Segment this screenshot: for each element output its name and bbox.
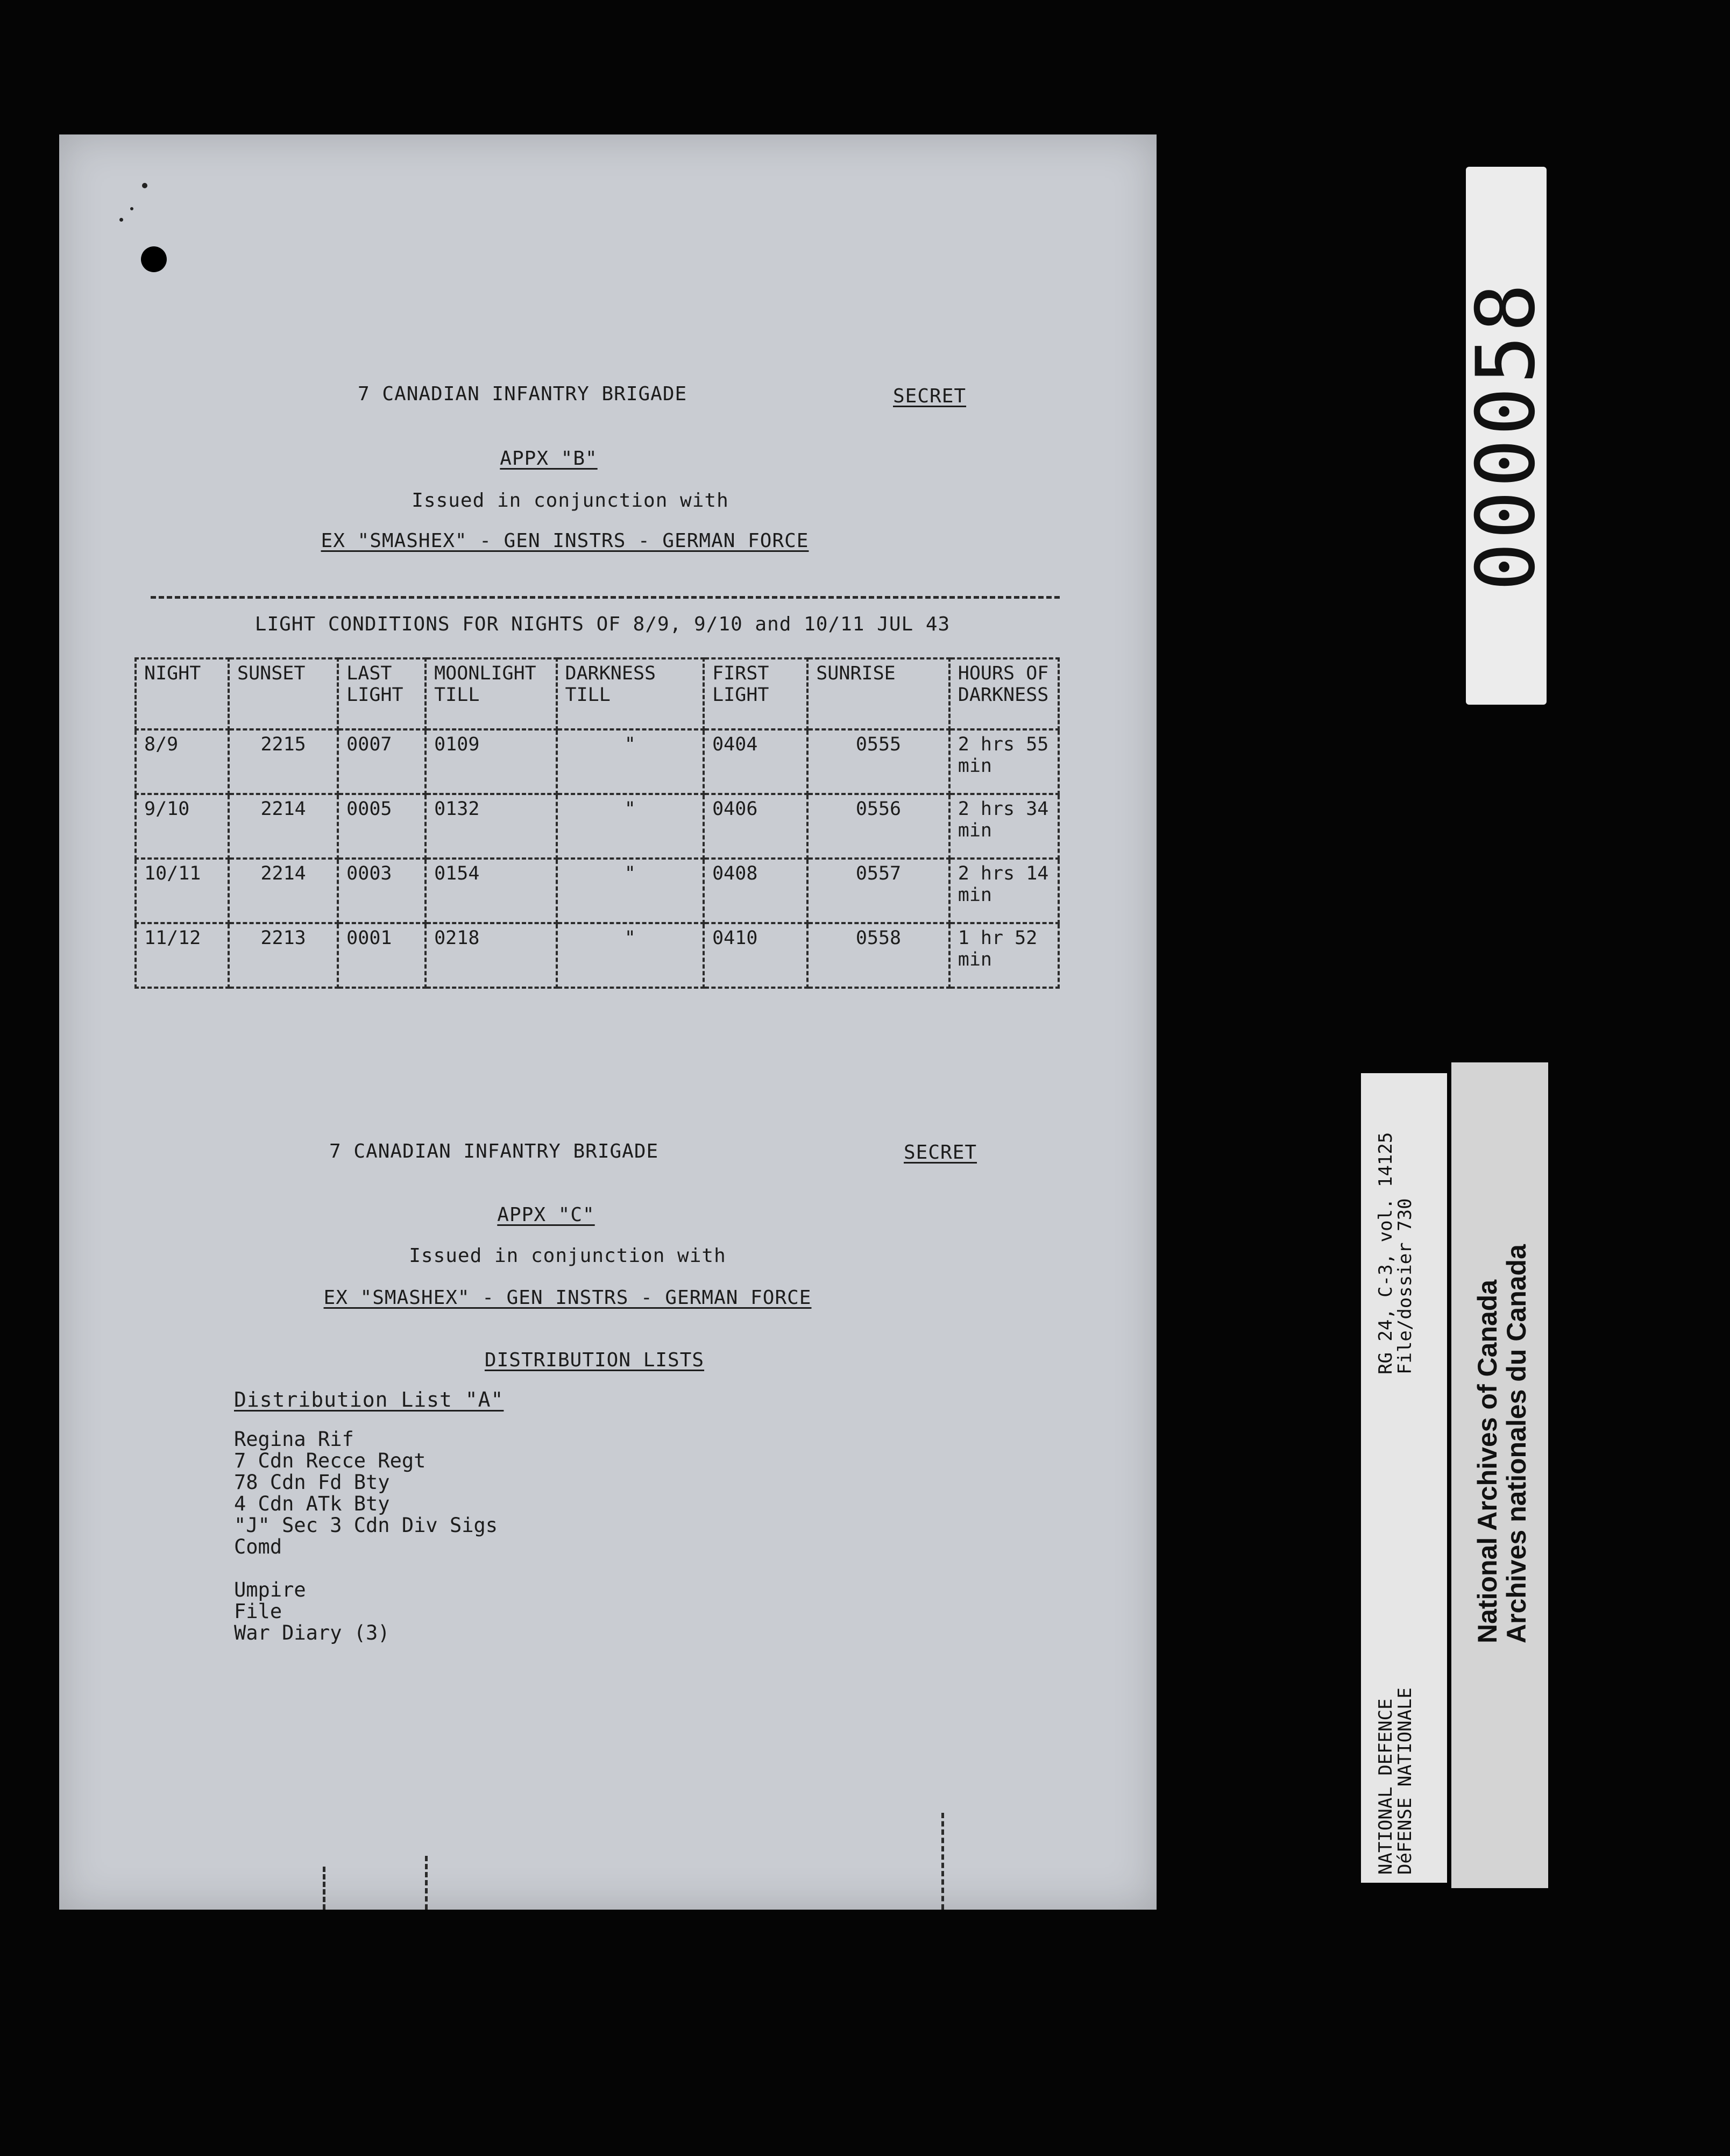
distribution-list-title: Distribution List "A" [234, 1388, 504, 1412]
header-cell: FIRST LIGHT [704, 658, 807, 729]
table-cell: " [557, 729, 704, 794]
table-cell: 0555 [807, 729, 949, 794]
table-cell: 8/9 [136, 729, 229, 794]
light-conditions-table [134, 657, 1060, 989]
appx-b-exercise: EX "SMASHEX" - GEN INSTRS - GERMAN FORCE [321, 530, 809, 552]
table-cell: 2215 [229, 729, 338, 794]
header-cell: DARKNESS TILL [557, 658, 704, 729]
fold-mark [425, 1856, 428, 1910]
table-cell: " [557, 923, 704, 988]
archives-name: National Archives of Canada Archives nationales du Canada [1472, 1244, 1532, 1643]
department-text: NATIONAL DEFENCE DéFENSE NATIONALE [1375, 1687, 1416, 1875]
header-cell: SUNSET [229, 658, 338, 729]
table-cell: 0404 [704, 729, 807, 794]
list-item: Comd [234, 1535, 282, 1558]
table-row [136, 729, 1059, 794]
reference-text: RG 24, C-3, vol. 14125 File/dossier 730 [1375, 1132, 1416, 1374]
list-item: "J" Sec 3 Cdn Div Sigs [234, 1514, 498, 1537]
table-cell: 10/11 [136, 859, 229, 923]
appx-b-classification: SECRET [893, 385, 967, 407]
table-cell: 0132 [426, 794, 556, 859]
table-cell: " [557, 794, 704, 859]
table-cell: 1 hr 52 min [949, 923, 1059, 988]
list-item: Regina Rif [234, 1428, 354, 1451]
table-cell: 0410 [704, 923, 807, 988]
header-cell: LAST LIGHT [338, 658, 426, 729]
table-cell: 2214 [229, 794, 338, 859]
table-cell: 0406 [704, 794, 807, 859]
list-item: War Diary (3) [234, 1621, 390, 1644]
table-cell: 0001 [338, 923, 426, 988]
ink-speck [142, 183, 147, 188]
header-cell: HOURS OF DARKNESS [949, 658, 1059, 729]
table-row [136, 923, 1059, 988]
table-cell: 0154 [426, 859, 556, 923]
table-row [136, 859, 1059, 923]
table-cell: 0218 [426, 923, 556, 988]
table-cell: " [557, 859, 704, 923]
header-cell: MOONLIGHT TILL [426, 658, 556, 729]
header-cell: NIGHT [136, 658, 229, 729]
table-cell: 0408 [704, 859, 807, 923]
appx-c-unit: 7 CANADIAN INFANTRY BRIGADE [329, 1140, 659, 1162]
archives-canada-label [1451, 1062, 1548, 1888]
ink-speck [130, 207, 133, 210]
appx-b-title: APPX "B" [500, 448, 598, 470]
fold-mark [941, 1813, 944, 1910]
frame-number: 000058 [1459, 280, 1553, 591]
list-item: 4 Cdn ATk Bty [234, 1492, 390, 1515]
table-cell: 2213 [229, 923, 338, 988]
table-cell: 0557 [807, 859, 949, 923]
separator-line [151, 596, 1060, 599]
frame-number-stamp [1459, 167, 1553, 705]
ink-speck [119, 218, 123, 222]
list-item: File [234, 1600, 282, 1623]
fold-mark [323, 1867, 325, 1910]
appx-c-title: APPX "C" [497, 1204, 595, 1226]
table-cell: 9/10 [136, 794, 229, 859]
appx-b-issued: Issued in conjunction with [412, 490, 729, 512]
table-header-row [136, 658, 1059, 729]
list-item: 78 Cdn Fd Bty [234, 1471, 390, 1494]
table-cell: 0558 [807, 923, 949, 988]
table-cell: 0003 [338, 859, 426, 923]
table-cell: 0109 [426, 729, 556, 794]
list-item: Umpire [234, 1578, 306, 1601]
list-item: 7 Cdn Recce Regt [234, 1449, 426, 1472]
table-cell: 2 hrs 55 min [949, 729, 1059, 794]
document-page [59, 134, 1157, 1910]
punch-hole [141, 246, 167, 272]
appx-c-classification: SECRET [904, 1141, 977, 1164]
table-cell: 0005 [338, 794, 426, 859]
table-cell: 2 hrs 34 min [949, 794, 1059, 859]
table-cell: 0007 [338, 729, 426, 794]
distribution-list [234, 1429, 498, 1644]
table-title: LIGHT CONDITIONS FOR NIGHTS OF 8/9, 9/10 and 10/11 JUL 43 [254, 613, 951, 635]
table-row [136, 794, 1059, 859]
table-cell: 2 hrs 14 min [949, 859, 1059, 923]
table-cell: 0556 [807, 794, 949, 859]
archive-reference-label [1361, 1073, 1447, 1883]
appx-c-exercise: EX "SMASHEX" - GEN INSTRS - GERMAN FORCE [323, 1287, 812, 1309]
distribution-heading: DISTRIBUTION LISTS [484, 1349, 705, 1371]
table-cell: 11/12 [136, 923, 229, 988]
table-cell: 2214 [229, 859, 338, 923]
header-cell: SUNRISE [807, 658, 949, 729]
appx-c-issued: Issued in conjunction with [409, 1245, 726, 1267]
appx-b-unit: 7 CANADIAN INFANTRY BRIGADE [358, 383, 687, 405]
